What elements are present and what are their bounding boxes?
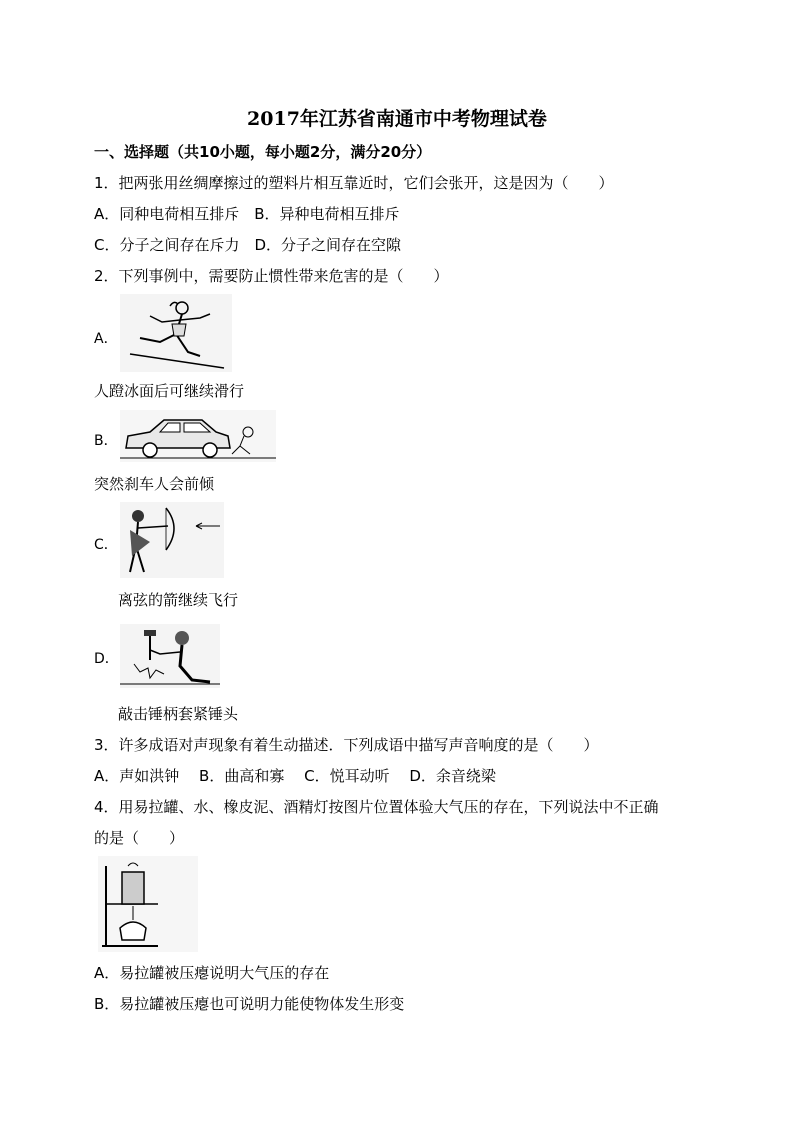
option-a-label: A． <box>94 331 118 347</box>
question-1-options-cd: C．分子之间存在斥力 D．分子之间存在空隙 <box>94 236 402 254</box>
hammer-figure <box>120 624 220 688</box>
question-4-option-a: A．易拉罐被压瘪说明大气压的存在 <box>94 964 330 982</box>
option-a-caption: 人蹬冰面后可继续滑行 <box>94 382 245 400</box>
option-c-label: C． <box>94 537 118 553</box>
exam-title: 2017年江苏省南通市中考物理试卷 <box>247 108 547 130</box>
question-4-stem-line-1: 4．用易拉罐、水、橡皮泥、酒精灯按图片位置体验大气压的存在，下列说法中不正确 <box>94 798 659 816</box>
question-1-options-ab: A．同种电荷相互排斥 B．异种电荷相互排斥 <box>94 205 400 223</box>
option-c-caption: 离弦的箭继续飞行 <box>118 591 239 609</box>
question-4-stem-line-2: 的是（ ） <box>94 829 185 847</box>
question-3-options: A．声如洪钟 B．曲高和寡 C．悦耳动听 D．余音绕梁 <box>94 767 496 785</box>
question-3-stem: 3．许多成语对声现象有着生动描述．下列成语中描写声音响度的是（ ） <box>94 736 599 754</box>
question-1-stem: 1．把两张用丝绸摩擦过的塑料片相互靠近时，它们会张开，这是因为（ ） <box>94 174 614 192</box>
option-d-caption: 敲击锤柄套紧锤头 <box>118 705 239 723</box>
car-braking-figure <box>120 410 276 462</box>
question-2-stem: 2．下列事例中，需要防止惯性带来危害的是（ ） <box>94 267 449 285</box>
archer-figure <box>120 502 224 578</box>
option-d-label: D． <box>94 651 119 667</box>
can-experiment-figure <box>98 856 198 952</box>
question-4-option-b: B．易拉罐被压瘪也可说明力能使物体发生形变 <box>94 995 405 1013</box>
option-b-caption: 突然刹车人会前倾 <box>94 475 215 493</box>
section-heading: 一、选择题（共10小题，每小题2分，满分20分） <box>94 143 432 161</box>
option-b-label: B． <box>94 433 118 449</box>
skater-figure <box>120 294 232 372</box>
